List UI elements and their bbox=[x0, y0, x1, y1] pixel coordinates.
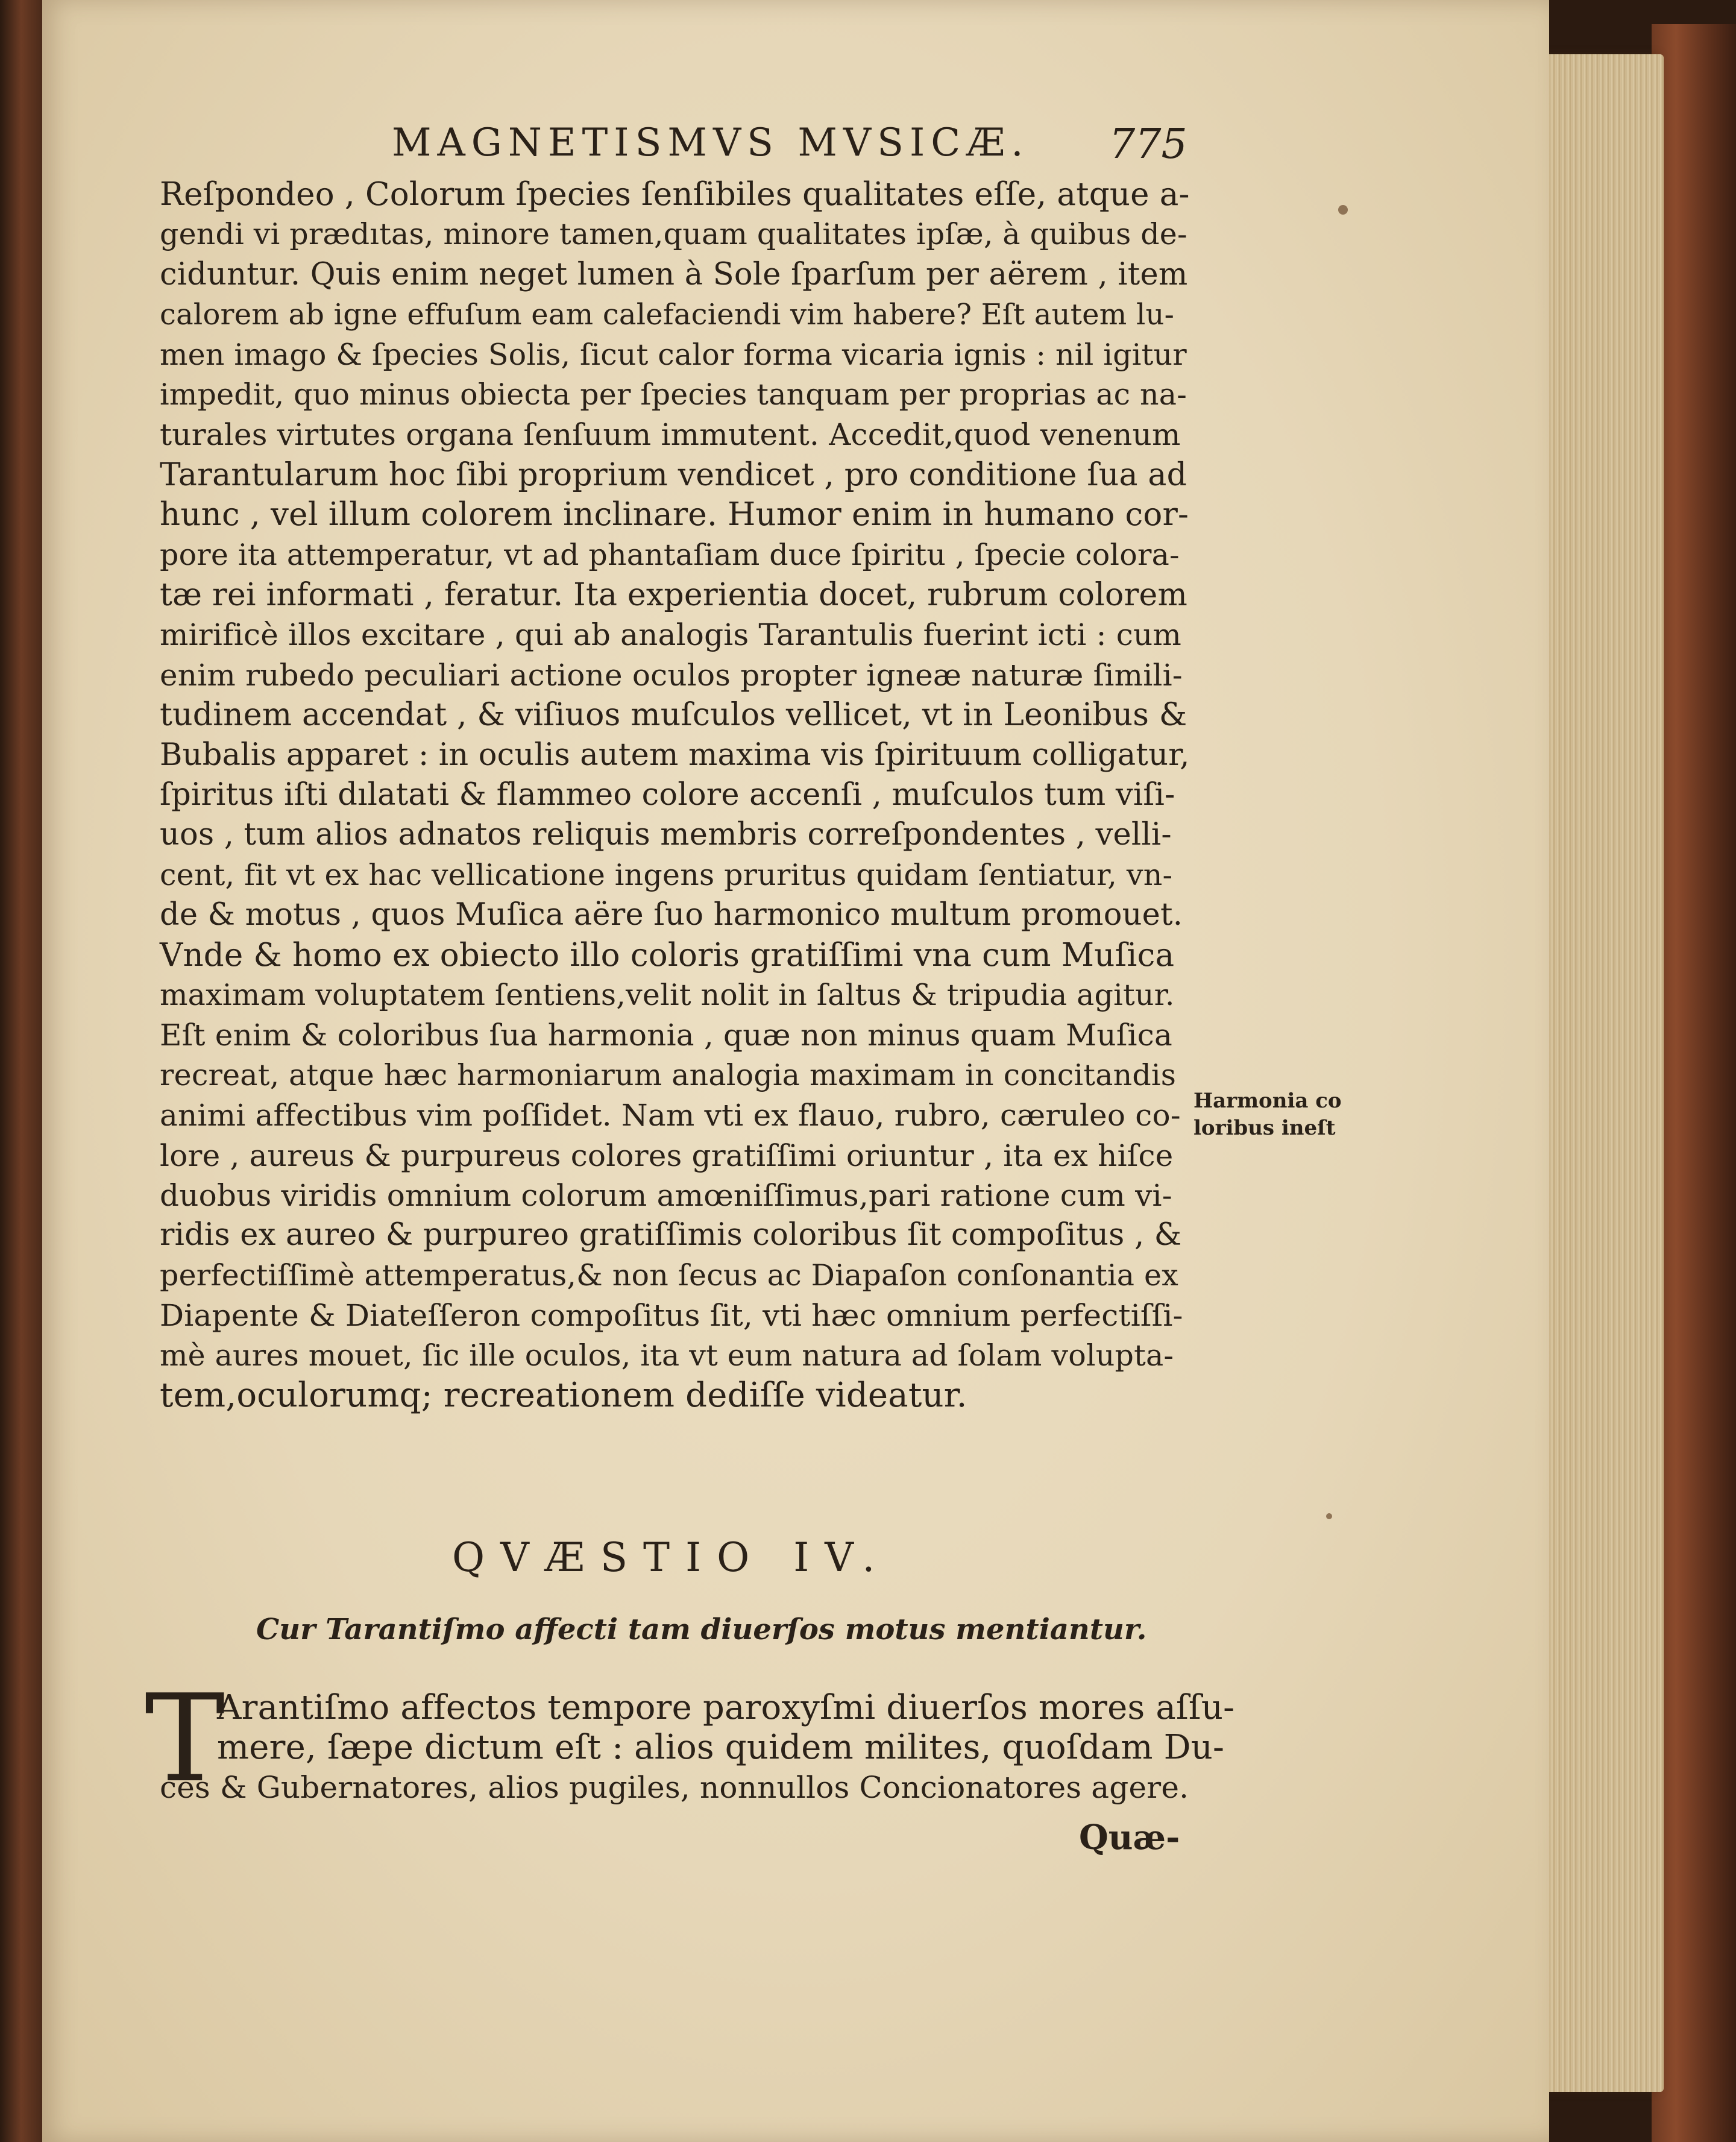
left-cover-edge bbox=[0, 0, 42, 2142]
paper-spot bbox=[1326, 1513, 1332, 1519]
body-line: mirificè illos excitare , qui ab analogis Tarantulis fuerint icti : cum bbox=[160, 617, 1181, 653]
body-line: mè aures mouet, ſic ille oculos, ita vt eum natura ad ſolam volupta- bbox=[160, 1338, 1174, 1373]
body-line: perfectiſſimè attemperatus,& non ſecus ac Diapaſon conſonantia ex bbox=[160, 1258, 1178, 1293]
body-line: recreat, atque hæc harmoniarum analogia maximam in concitandis bbox=[160, 1057, 1177, 1092]
quaestio-line-1: Arantiſmo affectos tempore paroxyſmi diuerſos mores aſſu- bbox=[217, 1688, 1235, 1727]
body-line: impedit, quo minus obiecta per ſpecies tanquam per proprias ac na- bbox=[160, 377, 1187, 412]
body-line: uos , tum alios adnatos reliquis membris correſpondentes , velli- bbox=[160, 817, 1172, 853]
body-line: Reſpondeo , Colorum ſpecies ſenſibiles qualitates eſſe, atque a- bbox=[160, 176, 1190, 213]
body-line: ciduntur. Quis enim neget lumen à Sole ſparſum per aërem , item bbox=[160, 256, 1188, 292]
page-number: 775 bbox=[1109, 121, 1187, 168]
body-line: pore ita attemperatur, vt ad phantaſiam duce ſpiritu , ſpecie colora- bbox=[160, 537, 1180, 572]
body-line: ſpiritus iſti dılatati & flammeo colore accenſi , muſculos tum viſi- bbox=[160, 777, 1175, 813]
quaestio-heading: QVÆSTIO IV. bbox=[452, 1534, 891, 1581]
body-line: lore , aureus & purpureus colores gratiſſimi oriuntur , ita ex hiſce bbox=[160, 1138, 1174, 1173]
body-line: men imago & ſpecies Solis, ſicut calor forma vicaria ignis : nil igitur bbox=[160, 337, 1187, 372]
body-line: duobus viridis omnium colorum amœniſſimus,pari ratione cum vi- bbox=[160, 1178, 1172, 1213]
body-line: gendi vi prædıtas, minore tamen,quam qualitates ipſæ, à quibus de- bbox=[160, 217, 1187, 252]
body-line: Tarantularum hoc ſibi proprium vendicet , pro conditione ſua ad bbox=[160, 456, 1187, 493]
body-line: Diapente & Diateſſeron compoſitus ſit, vti hæc omnium perfectiſſi- bbox=[160, 1298, 1183, 1334]
quaestio-line-3: ces & Gubernatores, alios pugiles, nonnullos Concionatores agere. bbox=[160, 1770, 1189, 1805]
body-line: Bubalis apparet : in oculis autem maxima vis ſpirituum colligatur, bbox=[160, 737, 1190, 773]
body-line: Vnde & homo ex obiecto illo coloris gratiſſimi vna cum Muſica bbox=[160, 936, 1175, 974]
body-line: hunc , vel illum colorem inclinare. Humor enim in humano cor- bbox=[160, 496, 1189, 534]
body-line: tem,oculorumq; recreationem dediſſe videatur. bbox=[160, 1376, 967, 1415]
paper-spot bbox=[1338, 205, 1348, 215]
marginal-note-line-1: Harmonia co bbox=[1194, 1089, 1342, 1113]
body-line: Eſt enim & coloribus ſua harmonia , quæ non minus quam Muſica bbox=[160, 1018, 1172, 1053]
quaestio-subtitle: Cur Tarantiſmo affecti tam diuerſos motus mentiantur. bbox=[256, 1613, 1147, 1646]
catchword: Quæ- bbox=[1079, 1818, 1180, 1857]
book-page bbox=[42, 0, 1549, 2142]
right-cover-board bbox=[1652, 24, 1736, 2142]
body-line: ridis ex aureo & purpureo gratiſſimis coloribus ſit compoſitus , & bbox=[160, 1217, 1182, 1253]
body-line: de & motus , quos Muſica aëre ſuo harmonico multum promouet. bbox=[160, 897, 1183, 933]
body-line: calorem ab igne effuſum eam calefaciendi vim habere? Eſt autem lu- bbox=[160, 298, 1175, 332]
body-line: turales virtutes organa ſenſuum immutent. Accedit,quod venenum bbox=[160, 417, 1181, 453]
quaestio-line-2: mere, ſæpe dictum eſt : alios quidem milites, quoſdam Du- bbox=[217, 1728, 1225, 1767]
body-line: enim rubedo peculiari actione oculos propter igneæ naturæ ſimili- bbox=[160, 657, 1183, 693]
body-line: animi affectibus vim poſſidet. Nam vti ex flauo, rubro, cæruleo co- bbox=[160, 1098, 1181, 1133]
body-line: tudinem accendat , & viſiuos muſculos vellicet, vt in Leonibus & bbox=[160, 697, 1187, 734]
body-line: maximam voluptatem ſentiens,velit nolit in ſaltus & tripudia agitur. bbox=[160, 978, 1175, 1012]
marginal-note-line-2: loribus ineſt bbox=[1194, 1116, 1336, 1140]
body-line: tæ rei informati , feratur. Ita experientia docet, rubrum colorem bbox=[160, 577, 1188, 613]
running-head: MAGNETISMVS MVSICÆ. bbox=[392, 121, 1030, 165]
drop-capital: T bbox=[145, 1669, 225, 1809]
body-line: cent, fit vt ex hac vellicatione ingens pruritus quidam ſentiatur, vn- bbox=[160, 857, 1173, 892]
